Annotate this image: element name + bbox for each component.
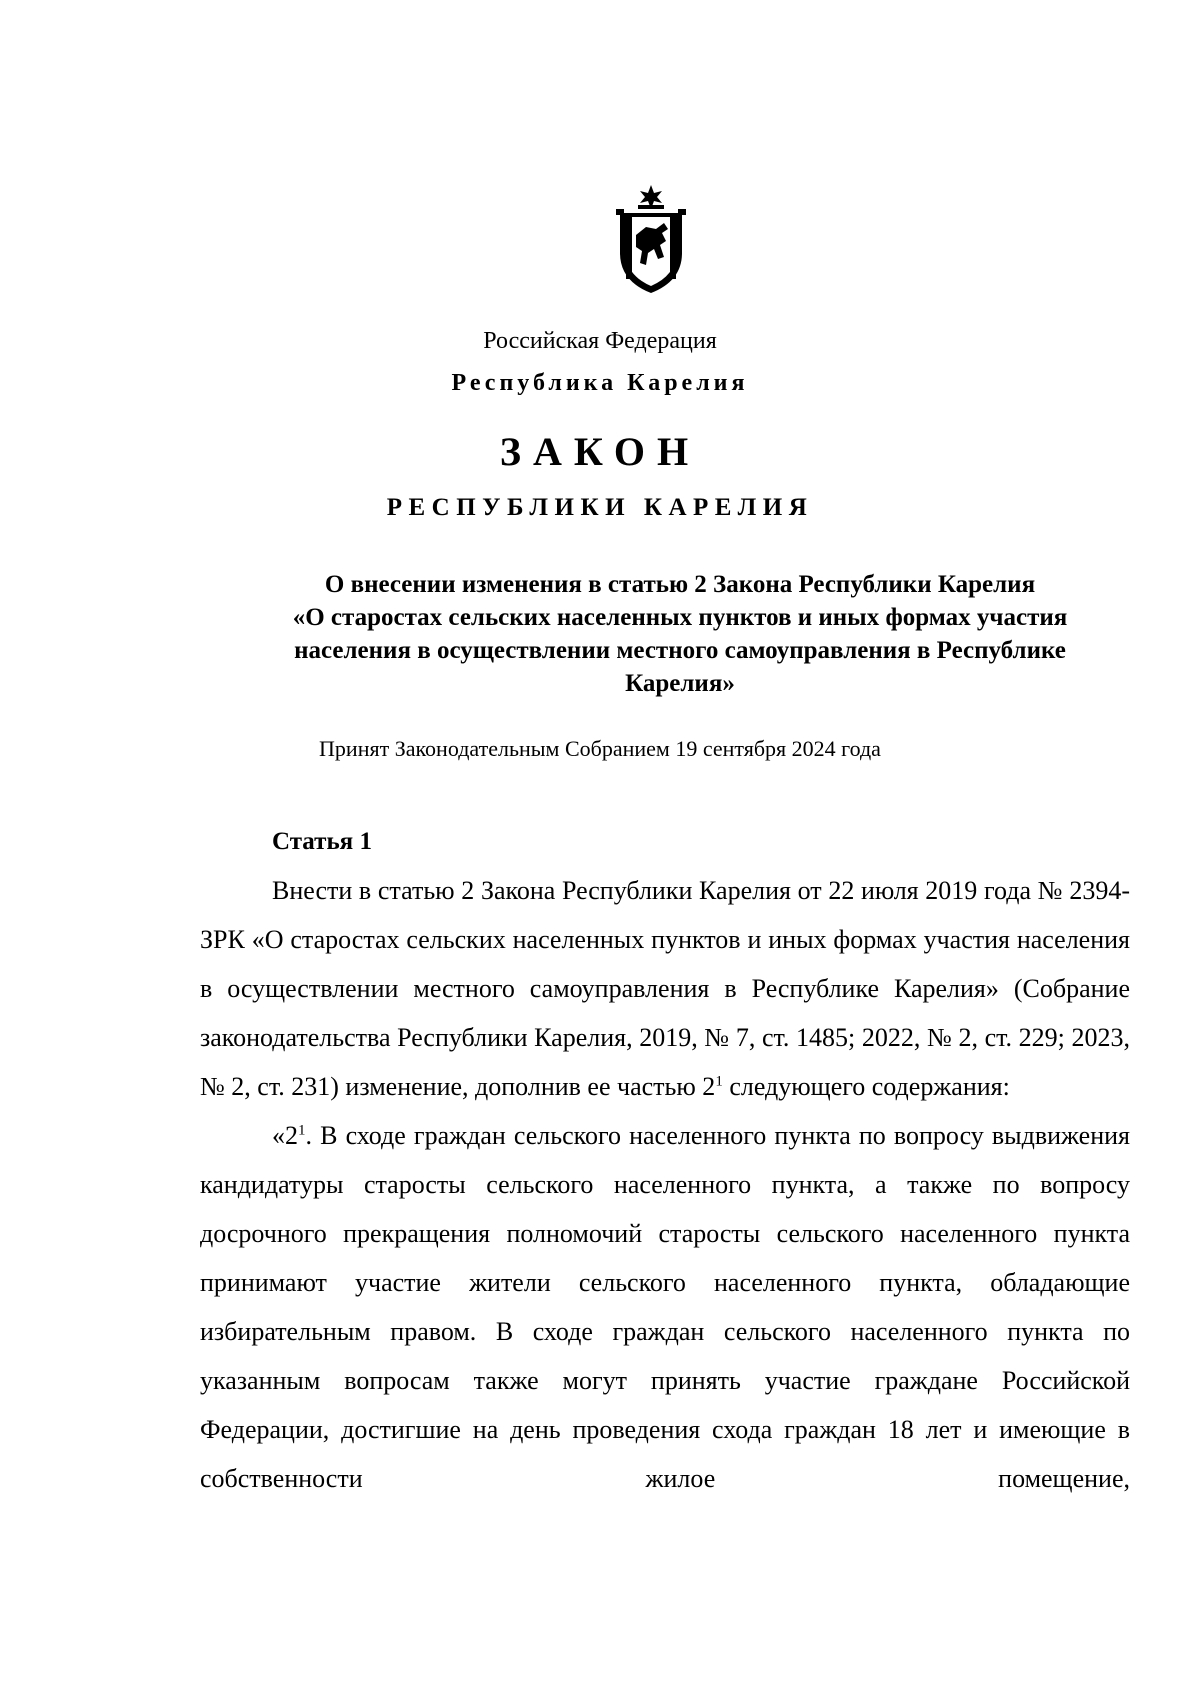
paragraph-text: следующего содержания: bbox=[722, 1072, 1010, 1101]
adoption-note: Принят Законодательным Собранием 19 сентября 2024 года bbox=[319, 736, 881, 761]
paragraph-text: «2 bbox=[272, 1121, 298, 1150]
law-subtitle: РЕСПУБЛИКИ КАРЕЛИЯ bbox=[386, 494, 814, 521]
law-heading-line: населения в осуществлении местного самоуправления в Республике bbox=[294, 637, 1066, 664]
superscript: 1 bbox=[298, 1122, 306, 1139]
country-name: Российская Федерация bbox=[483, 328, 717, 354]
law-title: ЗАКОН bbox=[499, 429, 701, 474]
law-heading-line: Карелия» bbox=[625, 670, 735, 697]
law-heading bbox=[200, 568, 1160, 700]
article-paragraph bbox=[200, 1111, 1130, 1503]
republic-name: Республика Карелия bbox=[451, 370, 749, 396]
paragraph-text: Внести в статью 2 Закона Республики Карелия от 22 июля 2019 года № 2394-ЗРК «О старостах сельских населенных пунктов и иных формах участия населения в осуществлении местного самоуправления в Республике Карелия» (Собрание законодательства Республики Карелия, 2019, № 7, ст. 1485; 2022, № 2, ст. 229; 2023, № 2, ст. 231) изменение, дополнив ее частью 2 bbox=[200, 876, 1130, 1101]
superscript: 1 bbox=[715, 1073, 723, 1090]
article-paragraph bbox=[200, 866, 1130, 1111]
law-heading-line: «О старостах сельских населенных пунктов и иных формах участия bbox=[292, 604, 1068, 631]
article-body bbox=[200, 866, 1130, 1503]
paragraph-text: . В сходе граждан сельского населенного пункта по вопросу выдвижения кандидатуры старосты сельского населенного пункта, а также по вопросу досрочного прекращения полномочий старосты сельского населенного пункта принимают участие жители сельского населенного пункта, обладающие избирательным правом. В сходе граждан сельского населенного пункта по указанным вопросам также могут принять участие граждане Российской Федерации, достигшие на день проведения схода граждан 18 лет и имеющие в собственности жилое помещение, bbox=[200, 1121, 1130, 1493]
law-heading-line: О внесении изменения в статью 2 Закона Республики Карелия bbox=[324, 571, 1036, 598]
article-title: Статья 1 bbox=[272, 828, 372, 855]
karelia-coat-of-arms-icon bbox=[612, 183, 690, 295]
